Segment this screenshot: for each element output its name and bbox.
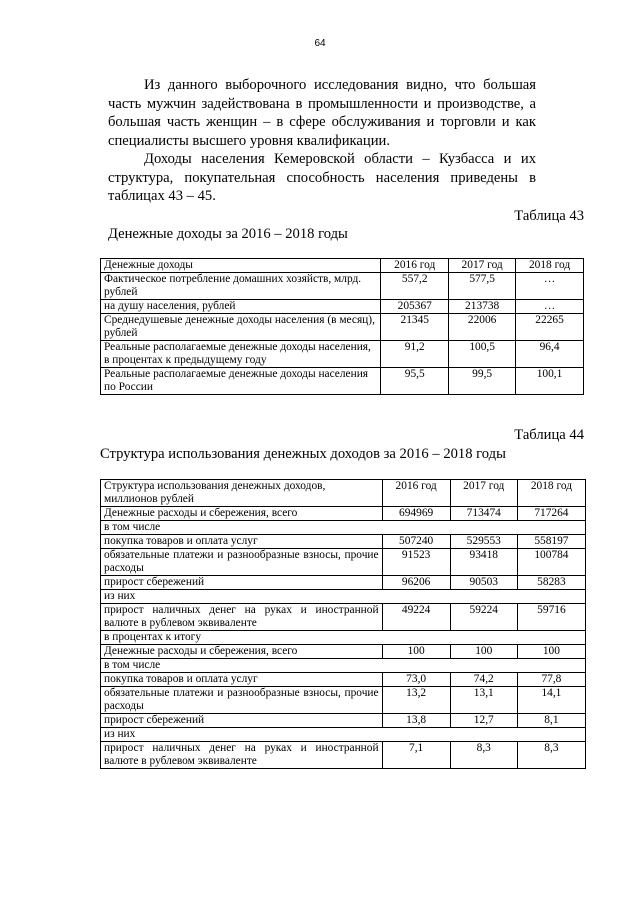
row-label: обязательные платежи и разнообразные взносы, прочие расходы xyxy=(101,549,383,576)
cell-value: 713474 xyxy=(450,507,517,521)
cell-value: 100 xyxy=(517,645,585,659)
row-label: Денежные расходы и сбережения, всего xyxy=(101,507,383,521)
header-cell: 2016 год xyxy=(381,259,449,273)
table-row xyxy=(101,576,586,590)
cell-value: 74,2 xyxy=(450,673,517,687)
header-cell: Денежные доходы xyxy=(101,259,381,273)
table-44-income-structure xyxy=(100,479,586,769)
cell-value: 12,7 xyxy=(450,714,517,728)
table-row xyxy=(101,742,586,769)
table-header-row xyxy=(101,259,584,273)
table-subheading-row xyxy=(101,631,586,645)
cell-value: 77,8 xyxy=(517,673,585,687)
subheading-label: из них xyxy=(101,728,586,742)
cell-value: 13,8 xyxy=(382,714,450,728)
table-44-label: Таблица 44 xyxy=(514,427,584,443)
table-row xyxy=(101,535,586,549)
table-44-title: Структура использования денежных доходов за 2016 – 2018 годы xyxy=(100,446,506,462)
cell-value: 100784 xyxy=(517,549,585,576)
cell-value: 91,2 xyxy=(381,341,449,368)
cell-value: 205367 xyxy=(381,300,449,314)
header-cell: 2016 год xyxy=(382,480,450,507)
table-row xyxy=(101,300,584,314)
cell-value: 49224 xyxy=(382,604,450,631)
row-label: Фактическое потребление домашних хозяйств, млрд. рублей xyxy=(101,273,381,300)
header-cell: 2017 год xyxy=(450,480,517,507)
subheading-label: в том числе xyxy=(101,521,586,535)
cell-value: 22006 xyxy=(449,314,516,341)
cell-value: 58283 xyxy=(517,576,585,590)
header-cell: 2017 год xyxy=(449,259,516,273)
page-number: 64 xyxy=(314,38,326,49)
table-row xyxy=(101,687,586,714)
cell-value: … xyxy=(516,273,584,300)
row-label: Реальные располагаемые денежные доходы населения по России xyxy=(101,368,381,395)
cell-value: 213738 xyxy=(449,300,516,314)
cell-value: 59716 xyxy=(517,604,585,631)
paragraph-survey-summary: Из данного выборочного исследования видно, что большая часть мужчин задействована в промышленности и производстве, а большая часть женщин – в сфере обслуживания и торговли и как специалисты высшего уровня квалификации. xyxy=(108,77,536,149)
table-row xyxy=(101,604,586,631)
table-header-row xyxy=(101,480,586,507)
cell-value: 99,5 xyxy=(449,368,516,395)
cell-value: 14,1 xyxy=(517,687,585,714)
table-row xyxy=(101,507,586,521)
table-subheading-row xyxy=(101,590,586,604)
cell-value: 13,2 xyxy=(382,687,450,714)
cell-value: 95,5 xyxy=(381,368,449,395)
cell-value: 13,1 xyxy=(450,687,517,714)
row-label: обязательные платежи и разнообразные взносы, прочие расходы xyxy=(101,687,383,714)
paragraph-income-intro: Доходы населения Кемеровской области – Кузбасса и их структура, покупательная способность населения приведены в таблицах 43 – 45. xyxy=(108,151,536,205)
table-subheading-row xyxy=(101,521,586,535)
subheading-label: в том числе xyxy=(101,659,586,673)
cell-value: 73,0 xyxy=(382,673,450,687)
cell-value: 717264 xyxy=(517,507,585,521)
header-cell: Структура использования денежных доходов, миллионов рублей xyxy=(101,480,383,507)
cell-value: 100 xyxy=(450,645,517,659)
cell-value: 694969 xyxy=(382,507,450,521)
cell-value: 100,5 xyxy=(449,341,516,368)
cell-value: 558197 xyxy=(517,535,585,549)
cell-value: 59224 xyxy=(450,604,517,631)
row-label: Реальные располагаемые денежные доходы населения, в процентах к предыдущему году xyxy=(101,341,381,368)
cell-value: 91523 xyxy=(382,549,450,576)
table-row xyxy=(101,341,584,368)
cell-value: 96,4 xyxy=(516,341,584,368)
cell-value: 22265 xyxy=(516,314,584,341)
cell-value: 529553 xyxy=(450,535,517,549)
cell-value: … xyxy=(516,300,584,314)
row-label: Среднедушевые денежные доходы населения (в месяц), рублей xyxy=(101,314,381,341)
subheading-label: в процентах к итогу xyxy=(101,631,586,645)
header-cell: 2018 год xyxy=(516,259,584,273)
table-subheading-row xyxy=(101,659,586,673)
table-row xyxy=(101,273,584,300)
table-row xyxy=(101,673,586,687)
subheading-label: из них xyxy=(101,590,586,604)
cell-value: 21345 xyxy=(381,314,449,341)
cell-value: 8,3 xyxy=(517,742,585,769)
row-label: на душу населения, рублей xyxy=(101,300,381,314)
row-label: прирост сбережений xyxy=(101,576,383,590)
table-row xyxy=(101,314,584,341)
row-label: Денежные расходы и сбережения, всего xyxy=(101,645,383,659)
cell-value: 577,5 xyxy=(449,273,516,300)
cell-value: 96206 xyxy=(382,576,450,590)
cell-value: 93418 xyxy=(450,549,517,576)
table-43-title: Денежные доходы за 2016 – 2018 годы xyxy=(108,226,348,242)
cell-value: 557,2 xyxy=(381,273,449,300)
table-row xyxy=(101,645,586,659)
row-label: покупка товаров и оплата услуг xyxy=(101,535,383,549)
cell-value: 100 xyxy=(382,645,450,659)
table-row xyxy=(101,368,584,395)
header-cell: 2018 год xyxy=(517,480,585,507)
cell-value: 8,1 xyxy=(517,714,585,728)
cell-value: 100,1 xyxy=(516,368,584,395)
cell-value: 507240 xyxy=(382,535,450,549)
row-label: покупка товаров и оплата услуг xyxy=(101,673,383,687)
row-label: прирост наличных денег на руках и иностранной валюте в рублевом эквиваленте xyxy=(101,604,383,631)
table-row xyxy=(101,714,586,728)
row-label: прирост сбережений xyxy=(101,714,383,728)
row-label: прирост наличных денег на руках и иностранной валюте в рублевом эквиваленте xyxy=(101,742,383,769)
table-subheading-row xyxy=(101,728,586,742)
cell-value: 7,1 xyxy=(382,742,450,769)
table-43-label: Таблица 43 xyxy=(514,208,584,224)
table-43-income xyxy=(100,258,584,395)
cell-value: 8,3 xyxy=(450,742,517,769)
cell-value: 90503 xyxy=(450,576,517,590)
table-row xyxy=(101,549,586,576)
